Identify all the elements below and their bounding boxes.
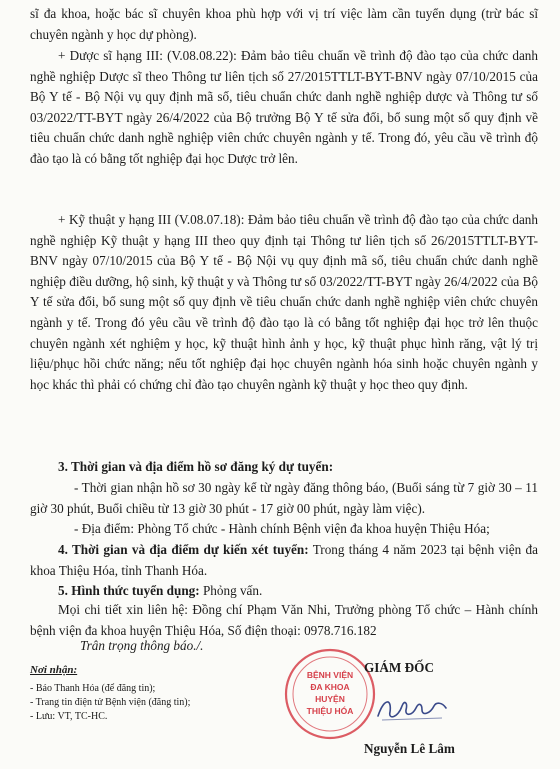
- signer-name: Nguyễn Lê Lâm: [364, 741, 455, 756]
- section-3-title: [58, 457, 538, 478]
- paragraph-pharmacist: + Dược sĩ hạng III: (V.08.08.22): Đảm bảo tiêu chuẩn về trình độ đào tạo của chức danh nghề nghiệp Dược sĩ theo Thông tư liên tịch số 27/2015TTLT-BYT-BNV ngày 07/10/2015 của Bộ Y tế - Bộ Nội vụ quy định mã số, tiêu chuẩn chức danh nghề nghiệp dược và Thông tư số 03/2022/TT-BYT ngày 26/4/2022 của Bộ trưởng Bộ Y tế sửa đổi, bổ sung một số quy định về tiêu chuẩn chức danh nghề nghiệp viên chức chuyên ngành y tế. Trong đó, yêu cầu về trình độ đào tạo là có bằng tốt nghiệp đại học Dược trở lên.: [30, 48, 538, 166]
- stamp-line-3: HUYỆN: [315, 694, 345, 704]
- section-4: [30, 540, 538, 581]
- closing-line: Trân trọng thông báo./.: [80, 638, 204, 653]
- stamp-line-4: THIỆU HÓA: [306, 706, 354, 716]
- signer-position: GIÁM ĐỐC: [364, 660, 434, 675]
- section-5-heading: 5. Hình thức tuyển dụng:: [58, 583, 200, 598]
- paragraph-medical-technician: + Kỹ thuật y hạng III (V.08.07.18): Đảm bảo tiêu chuẩn về trình độ đào tạo của chức danh nghề nghiệp Kỹ thuật y hạng III theo quy định tại Thông tư liên tịch số 26/2015TTLT-BYT-BNV ngày 07/10/2015 của Bộ Y tế - Bộ Nội vụ quy định mã số, tiêu chuẩn chức danh nghề nghiệp điều dưỡng, hộ sinh, kỹ thuật y và Thông tư số 03/2022/TT-BYT ngày 26/4/2022 của Bộ Y tế sửa đổi, bổ sung một số quy định về tiêu chuẩn chức danh nghề nghiệp viên chức chuyên ngành y tế. Trong đó yêu cầu về trình độ đào tạo là có bằng tốt nghiệp đại học trở lên thuộc chuyên ngành xét nghiệm y học, kỹ thuật hình ảnh y học, kỹ thuật phục hình răng, vật lý trị liệu/phục hồi chức năng; nếu tốt nghiệp đại học chuyên ngành hóa sinh hoặc chuyên ngành y học khác thì phải có chứng chỉ đào tạo chuyên ngành kỹ thuật y học theo quy định.: [30, 212, 538, 392]
- paragraph-doctor-continued: sĩ đa khoa, hoặc bác sĩ chuyên khoa phù hợp với vị trí việc làm cần tuyển dụng (trừ bác sĩ chuyên ngành y học dự phòng).: [30, 6, 538, 42]
- handwritten-signature: [372, 688, 452, 728]
- section-4-text: Trong tháng 4 năm 2023 tại bệnh viện đa khoa Thiệu Hóa, tỉnh Thanh Hóa.: [30, 542, 538, 578]
- recipient-item: - Báo Thanh Hóa (để đăng tin);: [30, 683, 156, 694]
- recipient-item: - Trang tin điện tử Bệnh viện (đăng tin);: [30, 697, 191, 708]
- recipient-item: - Lưu: VT, TC-HC.: [30, 711, 108, 722]
- recipients-title: Nơi nhận:: [30, 664, 78, 676]
- section-4-heading: 4. Thời gian và địa điểm dự kiến xét tuyển:: [58, 542, 309, 557]
- stamp-line-2: ĐA KHOA: [310, 682, 350, 692]
- stamp-line-1: BỆNH VIỆN: [306, 670, 354, 680]
- contact-paragraph: Mọi chi tiết xin liên hệ: Đồng chí Phạm Văn Nhi, Trưởng phòng Tổ chức – Hành chính bệnh viện đa khoa huyện Thiệu Hóa, Số điện thoại: 0978.716.182: [30, 602, 538, 638]
- section-3-time: - Thời gian nhận hồ sơ 30 ngày kể từ ngày đăng thông báo, (Buổi sáng từ 7 giờ 30 – 11 giờ 30 phút, Buổi chiều từ 13 giờ 30 phút - 17 giờ 00 phút, ngày làm việc).: [30, 480, 538, 516]
- section-3-location: - Địa điểm: Phòng Tổ chức - Hành chính Bệnh viện đa khoa huyện Thiệu Hóa;: [74, 521, 490, 536]
- section-3-heading: 3. Thời gian và địa điểm hồ sơ đăng ký dự tuyển:: [58, 459, 334, 474]
- section-5: [58, 581, 538, 602]
- section-5-text: Phỏng vấn.: [199, 583, 263, 598]
